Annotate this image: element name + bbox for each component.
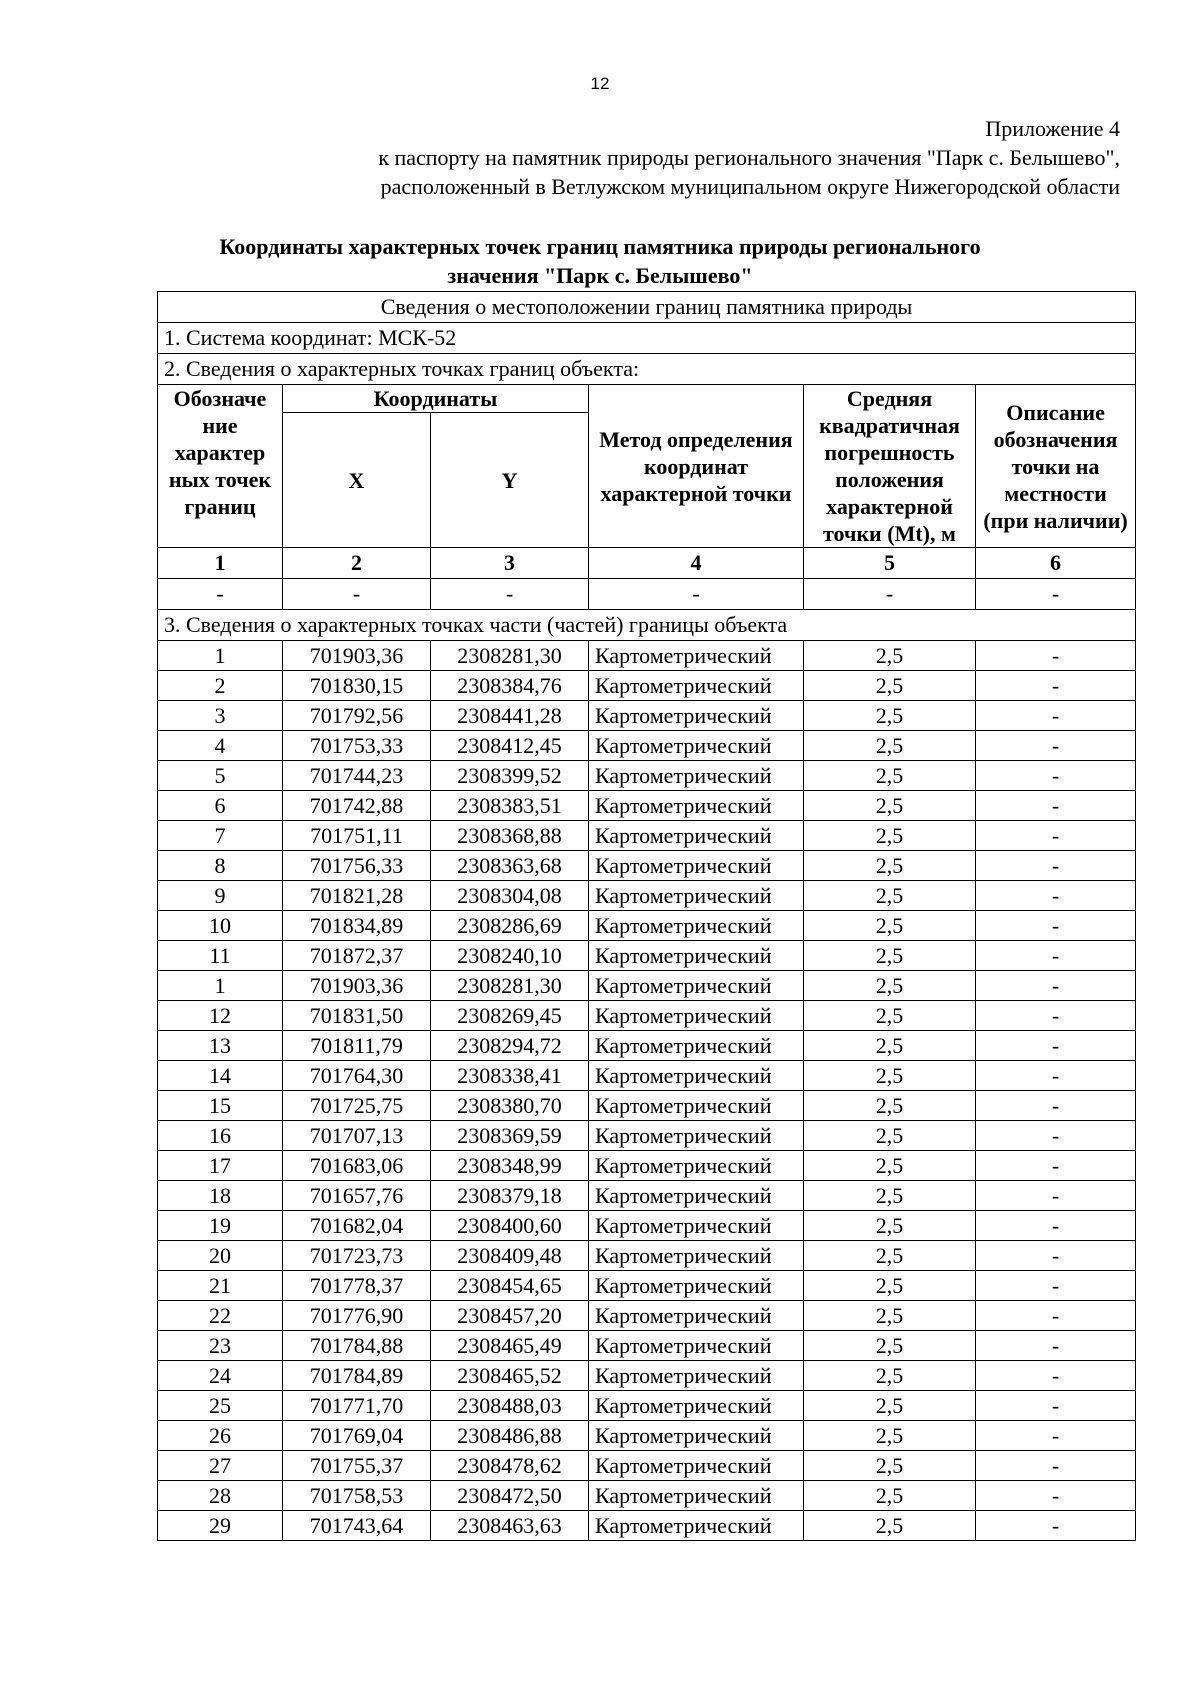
cell-point-id: 23 xyxy=(158,1331,283,1361)
header-error: Средняя квадратичная погрешность положения характерной точки (Mt), м xyxy=(804,385,976,548)
cell-point-id: 20 xyxy=(158,1241,283,1271)
cell-error-mt: 2,5 xyxy=(804,1181,976,1211)
table-row xyxy=(158,1271,1136,1301)
header-method: Метод определения координат характерной точки xyxy=(589,385,804,548)
cell-method: Картометрический xyxy=(589,1031,804,1061)
cell-coord-y: 2308380,70 xyxy=(431,1091,589,1121)
cell-description: - xyxy=(976,731,1136,761)
table-row xyxy=(158,821,1136,851)
table-row xyxy=(158,1331,1136,1361)
section-part-points: 3. Сведения о характерных точках части (частей) границы объекта xyxy=(158,610,1136,641)
cell-error-mt: 2,5 xyxy=(804,1241,976,1271)
cell-method: Картометрический xyxy=(589,1091,804,1121)
cell-coord-y: 2308304,08 xyxy=(431,881,589,911)
cell-description: - xyxy=(976,1061,1136,1091)
cell-method: Картометрический xyxy=(589,1001,804,1031)
cell-coord-y: 2308240,10 xyxy=(431,941,589,971)
cell-coord-x: 701707,13 xyxy=(283,1121,431,1151)
cell-error-mt: 2,5 xyxy=(804,1451,976,1481)
cell-method: Картометрический xyxy=(589,1451,804,1481)
cell-error-mt: 2,5 xyxy=(804,761,976,791)
cell-point-id: 1 xyxy=(158,971,283,1001)
header-y: Y xyxy=(431,413,589,548)
document-title xyxy=(0,232,1200,290)
cell-point-id: 15 xyxy=(158,1091,283,1121)
cell-coord-x: 701657,76 xyxy=(283,1181,431,1211)
cell-description: - xyxy=(976,851,1136,881)
cell-coord-y: 2308486,88 xyxy=(431,1421,589,1451)
cell-point-id: 24 xyxy=(158,1361,283,1391)
coordinates-table xyxy=(157,291,1136,1541)
cell-error-mt: 2,5 xyxy=(804,1091,976,1121)
header-x: X xyxy=(283,413,431,548)
cell-coord-x: 701903,36 xyxy=(283,641,431,671)
cell-coord-x: 701784,88 xyxy=(283,1331,431,1361)
column-number-cell: 1 xyxy=(158,548,283,579)
cell-description: - xyxy=(976,1421,1136,1451)
cell-error-mt: 2,5 xyxy=(804,851,976,881)
cell-coord-y: 2308379,18 xyxy=(431,1181,589,1211)
cell-point-id: 19 xyxy=(158,1211,283,1241)
table-row xyxy=(158,731,1136,761)
table-row xyxy=(158,1451,1136,1481)
cell-coord-y: 2308368,88 xyxy=(431,821,589,851)
cell-point-id: 2 xyxy=(158,671,283,701)
cell-point-id: 6 xyxy=(158,791,283,821)
cell-point-id: 14 xyxy=(158,1061,283,1091)
cell-error-mt: 2,5 xyxy=(804,671,976,701)
cell-coord-x: 701776,90 xyxy=(283,1301,431,1331)
cell-coord-y: 2308488,03 xyxy=(431,1391,589,1421)
cell-method: Картометрический xyxy=(589,1121,804,1151)
cell-error-mt: 2,5 xyxy=(804,1481,976,1511)
table-row xyxy=(158,1061,1136,1091)
column-number-cell: 5 xyxy=(804,548,976,579)
cell-error-mt: 2,5 xyxy=(804,881,976,911)
cell-method: Картометрический xyxy=(589,701,804,731)
cell-coord-y: 2308463,63 xyxy=(431,1511,589,1541)
cell-method: Картометрический xyxy=(589,1271,804,1301)
cell-error-mt: 2,5 xyxy=(804,1421,976,1451)
cell-coord-x: 701778,37 xyxy=(283,1271,431,1301)
cell-method: Картометрический xyxy=(589,1181,804,1211)
cell-coord-x: 701751,11 xyxy=(283,821,431,851)
cell-coord-x: 701769,04 xyxy=(283,1421,431,1451)
cell-method: Картометрический xyxy=(589,971,804,1001)
cell-error-mt: 2,5 xyxy=(804,1271,976,1301)
cell-point-id: 22 xyxy=(158,1301,283,1331)
cell-point-id: 26 xyxy=(158,1421,283,1451)
cell-description: - xyxy=(976,1361,1136,1391)
table-row xyxy=(158,1091,1136,1121)
empty-cell: - xyxy=(804,579,976,610)
cell-method: Картометрический xyxy=(589,911,804,941)
cell-point-id: 11 xyxy=(158,941,283,971)
cell-coord-y: 2308412,45 xyxy=(431,731,589,761)
table-row xyxy=(158,641,1136,671)
column-number-cell: 3 xyxy=(431,548,589,579)
table-row xyxy=(158,881,1136,911)
empty-cell: - xyxy=(431,579,589,610)
cell-point-id: 13 xyxy=(158,1031,283,1061)
cell-error-mt: 2,5 xyxy=(804,911,976,941)
cell-description: - xyxy=(976,881,1136,911)
cell-description: - xyxy=(976,971,1136,1001)
cell-coord-y: 2308399,52 xyxy=(431,761,589,791)
table-caption: Сведения о местоположении границ памятника природы xyxy=(158,292,1136,323)
header-designation: Обозначе ние характер ных точек границ xyxy=(158,385,283,548)
cell-coord-y: 2308465,52 xyxy=(431,1361,589,1391)
cell-coord-y: 2308457,20 xyxy=(431,1301,589,1331)
section-1-row xyxy=(158,323,1136,354)
cell-error-mt: 2,5 xyxy=(804,821,976,851)
cell-method: Картометрический xyxy=(589,761,804,791)
cell-method: Картометрический xyxy=(589,731,804,761)
cell-coord-y: 2308294,72 xyxy=(431,1031,589,1061)
table-row xyxy=(158,971,1136,1001)
cell-coord-x: 701811,79 xyxy=(283,1031,431,1061)
cell-description: - xyxy=(976,1211,1136,1241)
cell-coord-x: 701771,70 xyxy=(283,1391,431,1421)
cell-error-mt: 2,5 xyxy=(804,1031,976,1061)
cell-method: Картометрический xyxy=(589,1391,804,1421)
cell-error-mt: 2,5 xyxy=(804,1061,976,1091)
table-row xyxy=(158,671,1136,701)
cell-description: - xyxy=(976,1331,1136,1361)
cell-coord-x: 701723,73 xyxy=(283,1241,431,1271)
table-row xyxy=(158,1031,1136,1061)
empty-cell: - xyxy=(589,579,804,610)
cell-coord-y: 2308281,30 xyxy=(431,971,589,1001)
cell-coord-y: 2308472,50 xyxy=(431,1481,589,1511)
cell-method: Картометрический xyxy=(589,1421,804,1451)
table-row xyxy=(158,851,1136,881)
empty-data-row xyxy=(158,579,1136,610)
table-row xyxy=(158,1481,1136,1511)
cell-coord-x: 701744,23 xyxy=(283,761,431,791)
table-row xyxy=(158,1241,1136,1271)
table-row xyxy=(158,1001,1136,1031)
section-coordinate-system: 1. Система координат: МСК-52 xyxy=(158,323,1136,354)
cell-coord-y: 2308383,51 xyxy=(431,791,589,821)
cell-description: - xyxy=(976,941,1136,971)
cell-point-id: 3 xyxy=(158,701,283,731)
appendix-line-1: Приложение 4 xyxy=(985,116,1120,141)
title-line-2: значения "Парк с. Белышево" xyxy=(447,263,753,288)
cell-description: - xyxy=(976,1181,1136,1211)
cell-error-mt: 2,5 xyxy=(804,941,976,971)
cell-description: - xyxy=(976,1301,1136,1331)
title-line-1: Координаты характерных точек границ памятника природы регионального xyxy=(219,234,981,259)
cell-description: - xyxy=(976,1451,1136,1481)
table-row xyxy=(158,1121,1136,1151)
table-row xyxy=(158,1421,1136,1451)
header-description: Описание обозначения точки на местности (при наличии) xyxy=(976,385,1136,548)
cell-method: Картометрический xyxy=(589,1511,804,1541)
cell-coord-y: 2308400,60 xyxy=(431,1211,589,1241)
table-row xyxy=(158,1151,1136,1181)
cell-description: - xyxy=(976,1121,1136,1151)
cell-coord-y: 2308369,59 xyxy=(431,1121,589,1151)
page-number: 12 xyxy=(590,74,610,93)
cell-point-id: 4 xyxy=(158,731,283,761)
cell-description: - xyxy=(976,701,1136,731)
cell-method: Картометрический xyxy=(589,1361,804,1391)
cell-point-id: 12 xyxy=(158,1001,283,1031)
cell-point-id: 27 xyxy=(158,1451,283,1481)
cell-description: - xyxy=(976,911,1136,941)
cell-coord-x: 701830,15 xyxy=(283,671,431,701)
cell-method: Картометрический xyxy=(589,851,804,881)
cell-coord-x: 701792,56 xyxy=(283,701,431,731)
cell-coord-y: 2308363,68 xyxy=(431,851,589,881)
cell-coord-y: 2308269,45 xyxy=(431,1001,589,1031)
cell-error-mt: 2,5 xyxy=(804,1151,976,1181)
table-row xyxy=(158,1511,1136,1541)
cell-error-mt: 2,5 xyxy=(804,971,976,1001)
cell-coord-x: 701831,50 xyxy=(283,1001,431,1031)
cell-coord-x: 701753,33 xyxy=(283,731,431,761)
cell-error-mt: 2,5 xyxy=(804,1391,976,1421)
cell-point-id: 8 xyxy=(158,851,283,881)
cell-coord-x: 701821,28 xyxy=(283,881,431,911)
table-row xyxy=(158,1211,1136,1241)
cell-description: - xyxy=(976,1031,1136,1061)
cell-coord-x: 701683,06 xyxy=(283,1151,431,1181)
cell-coord-x: 701834,89 xyxy=(283,911,431,941)
cell-coord-y: 2308348,99 xyxy=(431,1151,589,1181)
column-number-cell: 2 xyxy=(283,548,431,579)
cell-method: Картометрический xyxy=(589,821,804,851)
table-row xyxy=(158,911,1136,941)
cell-method: Картометрический xyxy=(589,641,804,671)
cell-description: - xyxy=(976,1151,1136,1181)
cell-point-id: 5 xyxy=(158,761,283,791)
cell-coord-x: 701764,30 xyxy=(283,1061,431,1091)
cell-description: - xyxy=(976,1391,1136,1421)
cell-method: Картометрический xyxy=(589,1061,804,1091)
cell-method: Картометрический xyxy=(589,1481,804,1511)
appendix-line-2: к паспорту на памятник природы регионального значения "Парк с. Белышево", xyxy=(378,145,1120,170)
cell-description: - xyxy=(976,1241,1136,1271)
cell-coord-x: 701784,89 xyxy=(283,1361,431,1391)
cell-error-mt: 2,5 xyxy=(804,1121,976,1151)
cell-method: Картометрический xyxy=(589,671,804,701)
header-row xyxy=(158,385,1136,413)
cell-coord-x: 701755,37 xyxy=(283,1451,431,1481)
table-caption-row xyxy=(158,292,1136,323)
cell-description: - xyxy=(976,641,1136,671)
empty-cell: - xyxy=(283,579,431,610)
section-object-points: 2. Сведения о характерных точках границ объекта: xyxy=(158,354,1136,385)
section-3-row xyxy=(158,610,1136,641)
cell-description: - xyxy=(976,671,1136,701)
appendix-line-3: расположенный в Ветлужском муниципальном округе Нижегородской области xyxy=(380,174,1120,199)
cell-error-mt: 2,5 xyxy=(804,1301,976,1331)
cell-description: - xyxy=(976,1511,1136,1541)
cell-method: Картометрический xyxy=(589,941,804,971)
cell-coord-y: 2308281,30 xyxy=(431,641,589,671)
cell-description: - xyxy=(976,1091,1136,1121)
cell-coord-x: 701872,37 xyxy=(283,941,431,971)
cell-method: Картометрический xyxy=(589,1241,804,1271)
cell-description: - xyxy=(976,761,1136,791)
column-number-row xyxy=(158,548,1136,579)
table-row xyxy=(158,941,1136,971)
cell-method: Картометрический xyxy=(589,1301,804,1331)
cell-coord-y: 2308338,41 xyxy=(431,1061,589,1091)
table-row xyxy=(158,761,1136,791)
cell-method: Картометрический xyxy=(589,1211,804,1241)
header-coordinates: Координаты xyxy=(283,385,589,413)
table-row xyxy=(158,1181,1136,1211)
cell-description: - xyxy=(976,1481,1136,1511)
cell-point-id: 28 xyxy=(158,1481,283,1511)
cell-error-mt: 2,5 xyxy=(804,641,976,671)
cell-description: - xyxy=(976,791,1136,821)
cell-error-mt: 2,5 xyxy=(804,731,976,761)
cell-point-id: 1 xyxy=(158,641,283,671)
cell-point-id: 16 xyxy=(158,1121,283,1151)
cell-point-id: 18 xyxy=(158,1181,283,1211)
section-2-row xyxy=(158,354,1136,385)
cell-error-mt: 2,5 xyxy=(804,1361,976,1391)
cell-coord-x: 701725,75 xyxy=(283,1091,431,1121)
cell-coord-y: 2308465,49 xyxy=(431,1331,589,1361)
column-number-cell: 4 xyxy=(589,548,804,579)
cell-coord-x: 701682,04 xyxy=(283,1211,431,1241)
cell-coord-x: 701903,36 xyxy=(283,971,431,1001)
column-number-cell: 6 xyxy=(976,548,1136,579)
cell-coord-x: 701742,88 xyxy=(283,791,431,821)
cell-error-mt: 2,5 xyxy=(804,701,976,731)
cell-method: Картометрический xyxy=(589,1331,804,1361)
table-row xyxy=(158,701,1136,731)
cell-coord-x: 701756,33 xyxy=(283,851,431,881)
cell-error-mt: 2,5 xyxy=(804,1211,976,1241)
table-row xyxy=(158,1301,1136,1331)
cell-description: - xyxy=(976,821,1136,851)
cell-error-mt: 2,5 xyxy=(804,1511,976,1541)
cell-point-id: 7 xyxy=(158,821,283,851)
cell-description: - xyxy=(976,1001,1136,1031)
empty-cell: - xyxy=(976,579,1136,610)
cell-description: - xyxy=(976,1271,1136,1301)
cell-method: Картометрический xyxy=(589,881,804,911)
cell-point-id: 29 xyxy=(158,1511,283,1541)
cell-point-id: 25 xyxy=(158,1391,283,1421)
cell-point-id: 21 xyxy=(158,1271,283,1301)
table-row xyxy=(158,791,1136,821)
cell-point-id: 10 xyxy=(158,911,283,941)
cell-coord-y: 2308286,69 xyxy=(431,911,589,941)
cell-coord-y: 2308384,76 xyxy=(431,671,589,701)
cell-error-mt: 2,5 xyxy=(804,791,976,821)
cell-point-id: 17 xyxy=(158,1151,283,1181)
cell-coord-y: 2308454,65 xyxy=(431,1271,589,1301)
table-row xyxy=(158,1361,1136,1391)
cell-error-mt: 2,5 xyxy=(804,1001,976,1031)
cell-coord-y: 2308478,62 xyxy=(431,1451,589,1481)
cell-coord-y: 2308409,48 xyxy=(431,1241,589,1271)
cell-method: Картометрический xyxy=(589,791,804,821)
cell-coord-x: 701743,64 xyxy=(283,1511,431,1541)
cell-method: Картометрический xyxy=(589,1151,804,1181)
empty-cell: - xyxy=(158,579,283,610)
appendix-note xyxy=(378,114,1120,201)
cell-point-id: 9 xyxy=(158,881,283,911)
cell-coord-x: 701758,53 xyxy=(283,1481,431,1511)
table-row xyxy=(158,1391,1136,1421)
cell-coord-y: 2308441,28 xyxy=(431,701,589,731)
cell-error-mt: 2,5 xyxy=(804,1331,976,1361)
